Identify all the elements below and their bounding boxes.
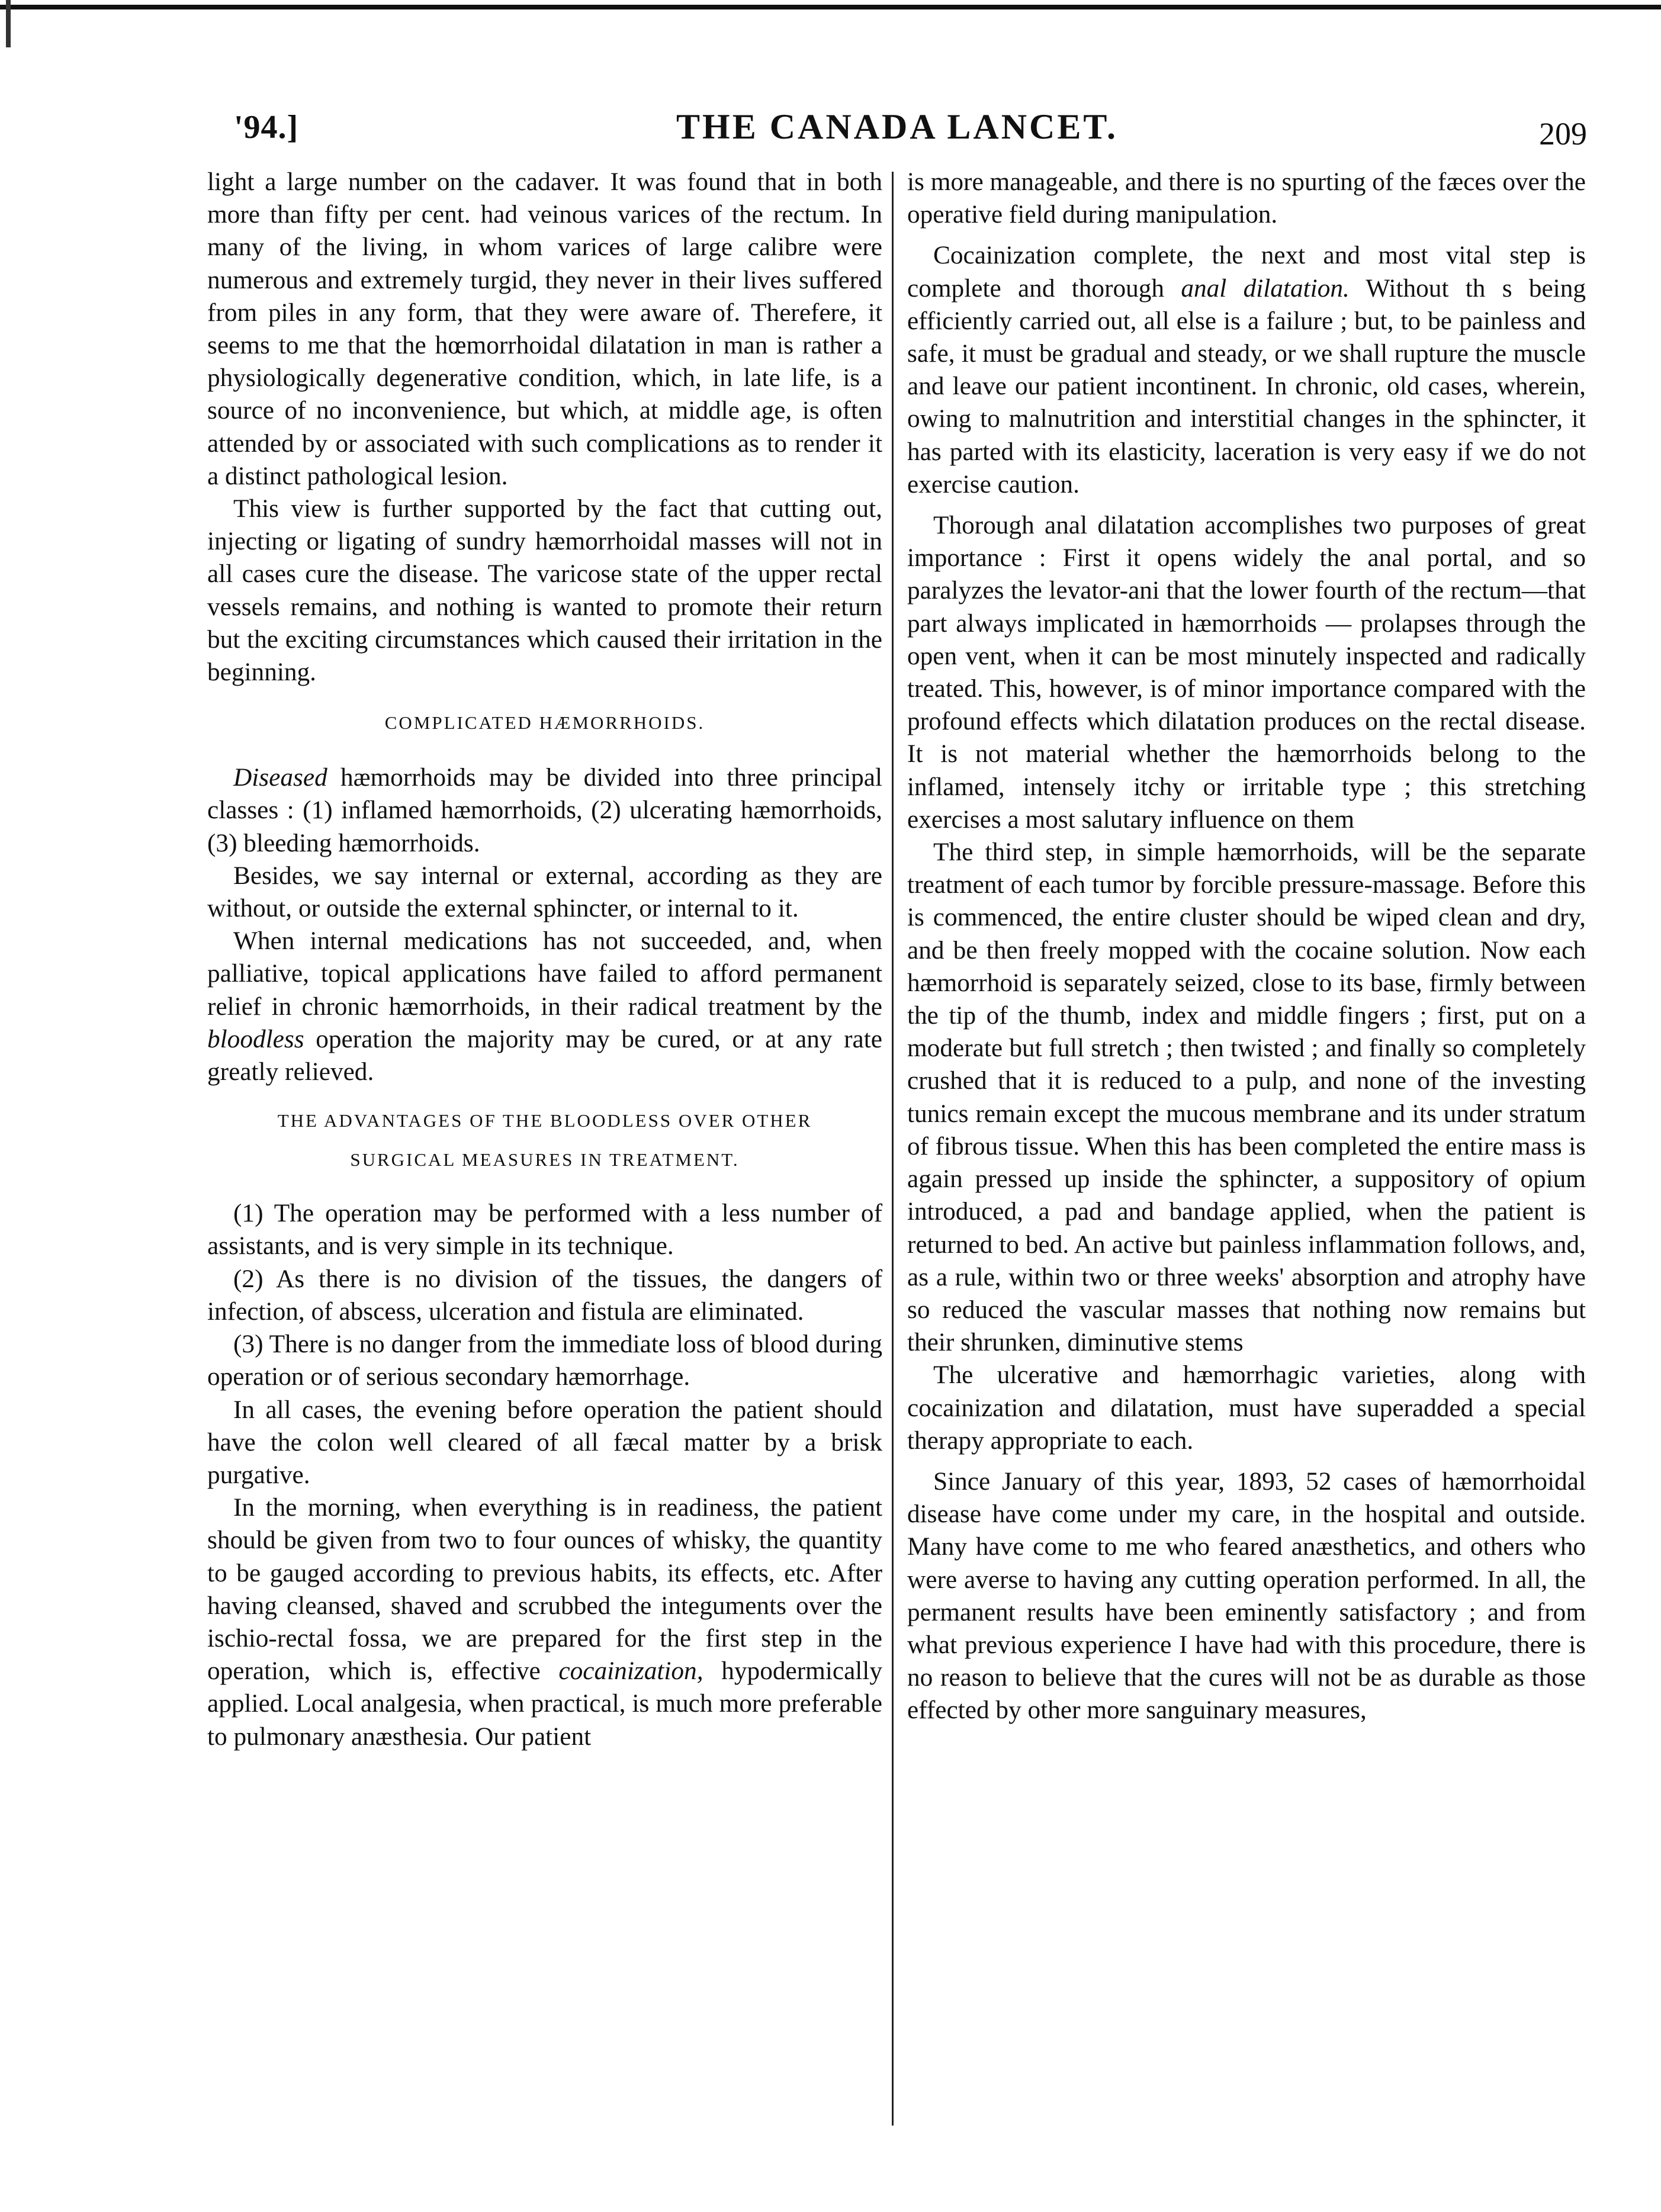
paragraph: In all cases, the evening before operation the patient should have the colon well cleared of all fæcal matter by a brisk purgative. <box>207 1395 882 1489</box>
paragraph: In the morning, when everything is in readiness, the patient should be given from two to four ounces of whisky, the quantity to be gauged according to previous habits, its effects, etc. After having cleansed, shaved and scrubbed the integuments over the ischio-rectal fossa, we are prepared for the first step in the operation, which is, effective cocainization, hypodermically applied. Local analgesia, when practical, is much more preferable to pulmonary anæsthesia. Our patient <box>207 1493 882 1751</box>
left-column <box>207 166 882 1753</box>
emphasis: anal dilatation. <box>1181 274 1350 303</box>
journal-title: THE CANADA LANCET. <box>676 107 1118 146</box>
paragraph: is more manageable, and there is no spurting of the fæces over the operative field during manipulation. <box>907 168 1586 229</box>
paragraph: This view is further supported by the fact that cutting out, injecting or ligating of sundry hæmorrhoidal masses will not in all cases cure the disease. The varicose state of the upper rectal vessels remains, and nothing is wanted to promote their return but the exciting circumstances which caused their irritation in the beginning. <box>207 494 882 687</box>
page-number: 209 <box>1539 116 1587 152</box>
paragraph: (2) As there is no division of the tissues, the dangers of infection, of abscess, ulceration and fistula are eliminated. <box>207 1264 882 1326</box>
paragraph: Besides, we say internal or external, according as they are without, or outside the external sphincter, or internal to it. <box>207 861 882 923</box>
section-heading: COMPLICATED HÆMORRHOIDS. <box>384 712 705 734</box>
paragraph: Diseased hæmorrhoids may be divided into three principal classes : (1) inflamed hæmorrhoids, (2) ulcerating hæmorrhoids, (3) bleeding hæmorrhoids. <box>207 763 882 857</box>
right-column <box>907 166 1586 1727</box>
running-header <box>207 104 1587 157</box>
paragraph: When internal medications has not succeeded, and, when palliative, topical applications have failed to afford permanent relief in chronic hæmorrhoids, in their radical treatment by the bloodless operation the majority may be cured, or at any rate greatly relieved. <box>207 927 882 1086</box>
paragraph: The ulcerative and hæmorrhagic varieties, along with cocainization and dilatation, must have superadded a special therapy appropriate to each. <box>907 1361 1586 1455</box>
column-divider <box>892 172 894 2126</box>
paragraph: (1) The operation may be performed with a less number of assistants, and is very simple in its technique. <box>207 1199 882 1261</box>
paragraph: light a large number on the cadaver. It was found that in both more than fifty per cent. had veinous varices of the rectum. In many of the living, in whom varices of large calibre were numerous and extremely turgid, they never in their lives suffered from piles in any form, that they were aware of. Therefere, it seems to me that the hœmorrhoidal dilatation in man is rather a physiologically degenerative condition, which, in late life, is a source of no inconvenience, but which, at middle age, is often attended by or associated with such complications as to render it a distinct pathological lesion. <box>207 168 882 490</box>
emphasis: bloodless <box>207 1024 304 1053</box>
top-rule <box>0 5 1661 9</box>
paragraph: Thorough anal dilatation accomplishes two purposes of great importance : First it opens widely the anal portal, and so paralyzes the levator-ani that the lower fourth of the rectum—that part always implicated in hæmorrhoids — prolapses through the open vent, when it can be most minutely inspected and radically treated. This, however, is of minor importance compared with the profound effects which dilatation produces on the rectal disease. It is not material whether the hæmorrhoids belong to the inflamed, intensely itchy or irritable type ; this stretching exercises a most salutary influence on them <box>907 511 1586 834</box>
paragraph: Cocainization complete, the next and most vital step is complete and thorough anal dilatation. Without th s being efficiently carried out, all else is a failure ; but, to be painless and safe, it must be gradual and steady, or we shall rupture the muscle and leave our patient incontinent. In chronic, old cases, wherein, owing to malnutrition and interstitial changes in the sphincter, it has parted with its elasticity, laceration is very easy if we do not exercise caution. <box>907 241 1586 499</box>
paragraph: (3) There is no danger from the immediate loss of blood during operation or of serious secondary hæmorrhage. <box>207 1330 882 1391</box>
paragraph: Since January of this year, 1893, 52 cases of hæmorrhoidal disease have come under my care, in the hospital and outside. Many have come to me who feared anæsthetics, and others who were averse to having any cutting operation performed. In all, the permanent results have been eminently satisfactory ; and from what previous experience I have had with this procedure, there is no reason to believe that the cures will not be as durable as those effected by other more sanguinary measures, <box>907 1467 1586 1725</box>
section-heading: THE ADVANTAGES OF THE BLOODLESS OVER OTHER SURGICAL MEASURES IN TREATMENT. <box>277 1110 812 1171</box>
emphasis: cocainization, <box>558 1657 703 1686</box>
folio-year: '94.] <box>234 109 299 146</box>
binding-edge <box>6 0 11 47</box>
paragraph: The third step, in simple hæmorrhoids, will be the separate treatment of each tumor by forcible pressure-massage. Before this is commenced, the entire cluster should be wiped clean and dry, and be then freely mopped with the cocaine solution. Now each hæmorrhoid is separately seized, close to its base, firmly between the tip of the thumb, index and middle fingers ; first, put on a moderate but full stretch ; then twisted ; and finally so completely crushed that it is reduced to a pulp, and none of the investing tunics remain except the mucous membrane and its under stratum of fibrous tissue. When this has been completed the entire mass is again pressed up inside the sphincter, a suppository of opium introduced, a pad and bandage applied, when the patient is returned to bed. An active but painless inflammation follows, and, as a rule, within two or three weeks' absorption and atrophy have so reduced the vascular masses that nothing now remains but their shrunken, diminutive stems <box>907 838 1586 1357</box>
emphasis: Diseased <box>233 763 327 792</box>
